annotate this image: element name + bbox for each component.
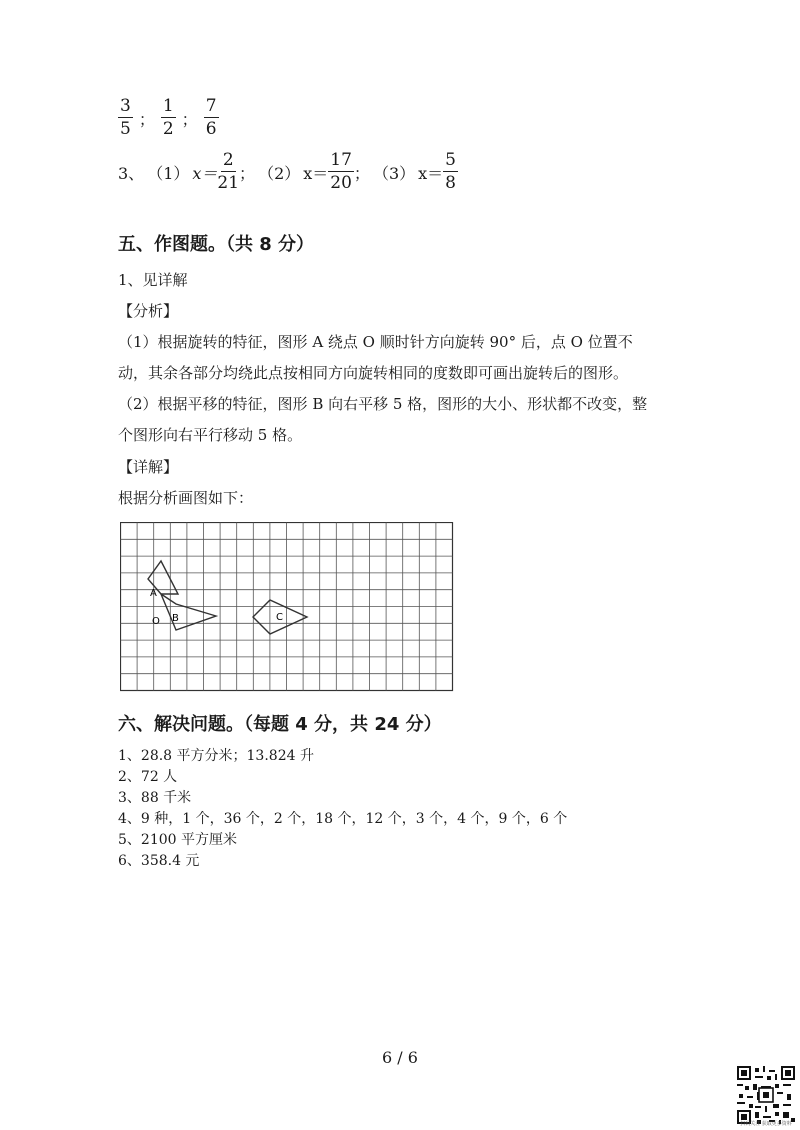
analysis-p1-line2: 动，其余各部分均绕此点按相同方向旋转相同的度数即可画出旋转后的图形。: [118, 364, 629, 382]
q3-part1-var: x＝: [192, 163, 218, 183]
shape-b: [161, 594, 216, 630]
fraction-answers-line: [118, 98, 219, 138]
analysis-paragraph-1: [118, 327, 678, 389]
list-item: 6、358.4 元: [118, 853, 200, 869]
q3-part1-label: （1）: [147, 163, 190, 183]
q3-part1-fraction: $\frac{2}{21}$: [217, 150, 240, 193]
fraction-7-6: $\frac{7}{6}$: [205, 96, 217, 139]
analysis-tag: 【分析】: [118, 302, 179, 320]
section5-heading: 五、作图题。（共 8 分）: [118, 234, 315, 255]
q3-prefix: 3、: [118, 163, 145, 183]
list-item: 1、28.8 平方分米；13.824 升: [118, 748, 314, 764]
q3-part2-var: x＝: [303, 163, 329, 183]
label-c: C: [276, 612, 283, 623]
q3-part2-fraction: $\frac{17}{20}$: [330, 150, 352, 193]
separator: ；: [181, 109, 198, 129]
analysis-p1-line1: （1）根据旋转的特征，图形 A 绕点 O 顺时针方向旋转 90° 后，点 O 位置不: [118, 333, 633, 351]
q3-part3-fraction: $\frac{5}{8}$: [445, 150, 456, 193]
list-item: 5、2100 平方厘米: [118, 832, 237, 848]
detail-tag: 【详解】: [118, 458, 179, 476]
grid-svg: [120, 522, 454, 692]
label-b: B: [172, 613, 179, 624]
separator: ；: [138, 109, 155, 129]
q3-part2-label: （2）: [258, 163, 301, 183]
page-number: 6 / 6: [382, 1048, 418, 1067]
q3-part3-var: x＝: [418, 163, 444, 183]
analysis-paragraph-2: [118, 389, 678, 451]
grid-figure: [120, 522, 454, 696]
fraction-1-2: $\frac{1}{2}$: [162, 96, 174, 139]
list-item: 2、72 人: [118, 769, 178, 785]
label-a: A: [150, 588, 157, 599]
section5-item1: 1、见详解: [118, 271, 188, 289]
q3-part3-label: （3）: [372, 163, 416, 183]
separator: ；: [239, 163, 256, 183]
separator: ；: [353, 163, 370, 183]
analysis-p2-line2: 个图形向右平行移动 5 格。: [118, 426, 303, 444]
q3-answer-line: [118, 152, 458, 192]
detail-text: 根据分析画图如下：: [118, 489, 254, 507]
list-item: 4、9 种，1 个，36 个，2 个，18 个，12 个，3 个，4 个，9 个，6 个: [118, 811, 568, 827]
analysis-p2-line1: （2）根据平移的特征，图形 B 向右平移 5 格，图形的大小、形状都不改变，整: [118, 395, 648, 413]
answer-list: [118, 746, 567, 872]
fraction-3-5: $\frac{3}{5}$: [120, 96, 131, 139]
label-o: O: [152, 616, 160, 627]
qr-caption: 扫码关注 获取更多资料: [740, 1121, 792, 1127]
qr-code-icon: [737, 1066, 795, 1124]
list-item: 3、88 千米: [118, 790, 192, 806]
grid-lines: [121, 523, 453, 691]
section6-heading: 六、解决问题。（每题 4 分，共 24 分）: [118, 714, 442, 735]
